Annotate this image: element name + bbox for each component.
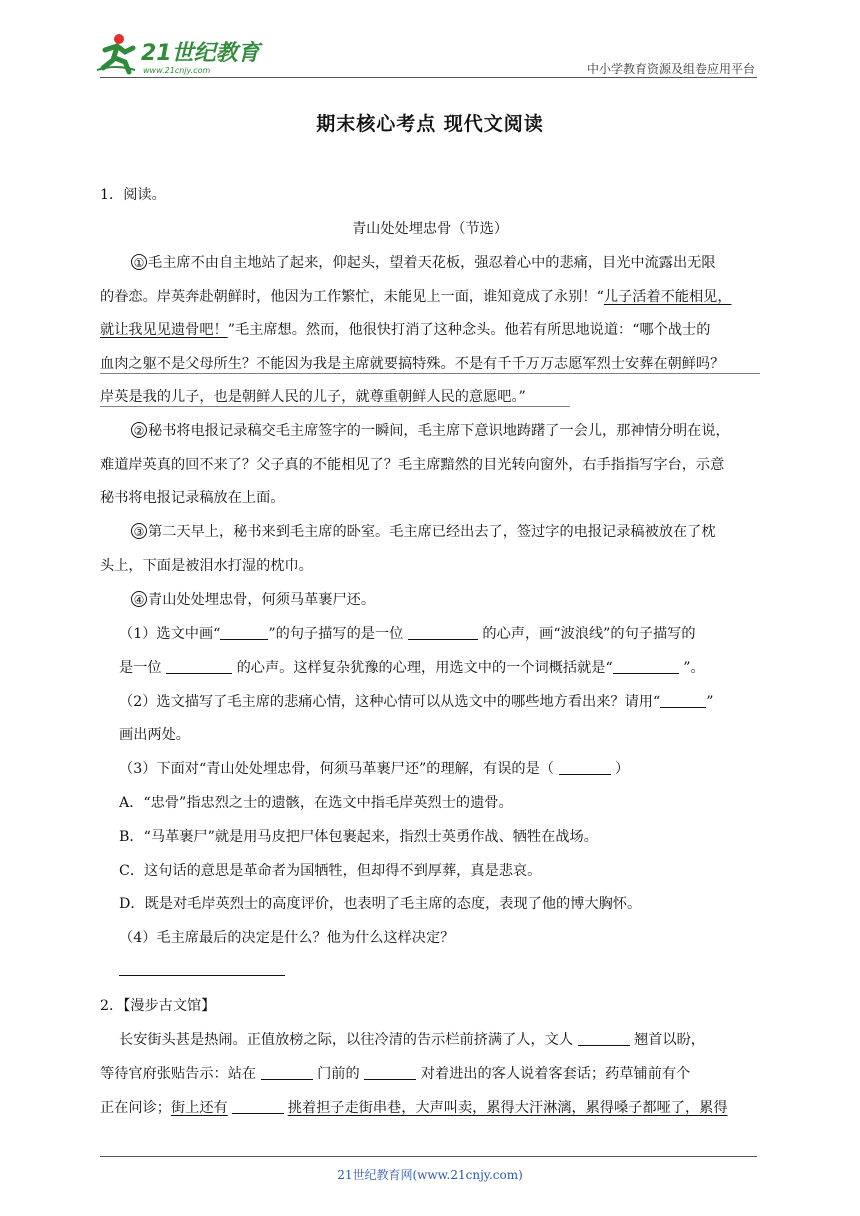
- option-d[interactable]: D．既是对毛岸英烈士的高度评价，也表明了毛主席的态度，表现了他的博大胸怀。: [119, 896, 642, 912]
- answer-blank[interactable]: [220, 625, 268, 640]
- sub-question-1-line-2: 是一位 的心声。这样复杂犹豫的心理，用选文中的一个词概括就是“ ”。: [119, 660, 705, 676]
- answer-blank[interactable]: [578, 1031, 630, 1046]
- answer-blank[interactable]: [559, 760, 611, 775]
- wavy-underline: [100, 405, 570, 408]
- paragraph-1-line-3: 就让我见见遗骨吧！”毛主席想。然而，他很快打消了这种念头。他若有所思地说道：“哪个战士的: [100, 322, 711, 338]
- option-c[interactable]: C．这句话的意思是革命者为国牺牲，但却得不到厚葬，真是悲哀。: [119, 863, 542, 879]
- underlined-sentence: 就让我见见遗骨吧！: [100, 322, 228, 338]
- paragraph-2-line-1: ② 秘书将电报记录稿交毛主席签字的一瞬间，毛主席下意识地踌躇了一会儿，那神情分明在说，: [131, 421, 730, 441]
- paragraph-1-line-4: 血肉之躯不是父母所生？不能因为我是主席就要搞特殊。不是有千千万万志愿军烈士安葬在朝鲜吗？: [100, 356, 725, 372]
- paragraph-number: ③: [131, 523, 147, 539]
- question-1-heading: 1．阅读。: [100, 187, 166, 203]
- paragraph-1-line-2: 的眷恋。岸英奔赴朝鲜时，他因为工作繁忙，未能见上一面，谁知竟成了永别！“儿子活着不能相见，: [100, 289, 732, 305]
- paragraph-number: ④: [131, 591, 147, 607]
- answer-blank[interactable]: [408, 625, 478, 640]
- answer-blank[interactable]: [660, 693, 706, 708]
- question-2-heading: 2．【漫步古文馆】: [100, 998, 216, 1014]
- answer-blank[interactable]: [261, 1065, 313, 1080]
- svg-text:www.21cnjy.com: www.21cnjy.com: [143, 66, 211, 75]
- question-2-line-2: 等待官府张贴告示：站在 门前的 对着进出的客人说着客套话；药草铺前有个: [100, 1066, 691, 1082]
- underlined-sentence: 街上还有: [170, 1100, 228, 1116]
- underlined-sentence: 挑着担子走街串巷，大声叫卖，累得大汗淋漓，累得嗓子都哑了，累得: [287, 1100, 728, 1116]
- page-header: [95, 30, 757, 78]
- underlined-sentence: 儿子活着不能相见，: [603, 289, 732, 305]
- answer-blank[interactable]: [364, 1065, 416, 1080]
- answer-blank[interactable]: [166, 659, 232, 674]
- wavy-underline: [100, 372, 760, 375]
- paragraph-1-line-1: ① 毛主席不由自主地站了起来，仰起头，望着天花板，强忍着心中的悲痛，目光中流露出无限: [131, 253, 716, 273]
- paragraph-3-line-2: 头上，下面是被泪水打湿的枕巾。: [100, 558, 313, 574]
- footer-divider: [100, 1156, 757, 1157]
- header-divider: [100, 77, 757, 78]
- page-title: 期末核心考点 现代文阅读: [316, 113, 544, 135]
- answer-blank[interactable]: [613, 659, 679, 674]
- answer-blank[interactable]: [232, 1099, 284, 1114]
- sub-question-2-line-2: 画出两处。: [119, 727, 190, 743]
- paragraph-1-line-5: 岸英是我的儿子，也是朝鲜人民的儿子，就尊重朝鲜人民的意愿吧。”: [100, 389, 526, 405]
- page-footer[interactable]: 21世纪教育网(www.21cnjy.com): [337, 1168, 523, 1182]
- platform-name: 中小学教育资源及组卷应用平台: [586, 62, 755, 76]
- paragraph-4-line-1: ④ 青山处处埋忠骨，何须马革裹尸还。: [131, 590, 375, 610]
- paragraph-2-line-2: 难道岸英真的回不来了？父子真的不能相见了？毛主席黯然的目光转向窗外，右手指指写字台，示意: [100, 457, 725, 473]
- paragraph-3-line-1: ③ 第二天早上，秘书来到毛主席的卧室。毛主席已经出去了，签过字的电报记录稿被放在了枕: [131, 522, 716, 542]
- site-logo: [95, 30, 265, 76]
- option-b[interactable]: B．“马革裹尸”就是用马皮把尸体包裹起来，指烈士英勇作战、牺牲在战场。: [119, 829, 598, 845]
- paragraph-2-line-3: 秘书将电报记录稿放在上面。: [100, 490, 285, 506]
- sub-question-4: （4）毛主席最后的决定是什么？他为什么这样决定？: [119, 930, 455, 946]
- sub-question-1-line-1: （1）选文中画“ ”的句子描写的是一位 的心声，画“波浪线”的句子描写的: [119, 626, 696, 642]
- question-2-line-3: 正在问诊；街上还有 挑着担子走街串巷，大声叫卖，累得大汗淋漓，累得嗓子都哑了，累得: [100, 1100, 728, 1116]
- svg-text:21世纪教育: 21世纪教育: [141, 41, 260, 66]
- option-a[interactable]: A．“忠骨”指忠烈之士的遗骸，在选文中指毛岸英烈士的遗骨。: [119, 795, 513, 811]
- sub-question-3-stem: （3）下面对“青山处处埋忠骨，何须马革裹尸还”的理解，有误的是（ ）: [119, 761, 630, 777]
- question-2-line-1: 长安街头甚是热闹。正值放榜之际，以往冷清的告示栏前挤满了人，文人 翘首以盼，: [119, 1032, 705, 1048]
- answer-line[interactable]: [119, 975, 285, 976]
- paragraph-number: ①: [131, 254, 147, 270]
- passage-title: 青山处处埋忠骨（节选）: [351, 221, 509, 237]
- runner-icon: [97, 34, 135, 72]
- paragraph-number: ②: [131, 422, 147, 438]
- sub-question-2-line-1: （2）选文描写了毛主席的悲痛心情，这种心情可以从选文中的哪些地方看出来？请用“ ”: [119, 694, 714, 710]
